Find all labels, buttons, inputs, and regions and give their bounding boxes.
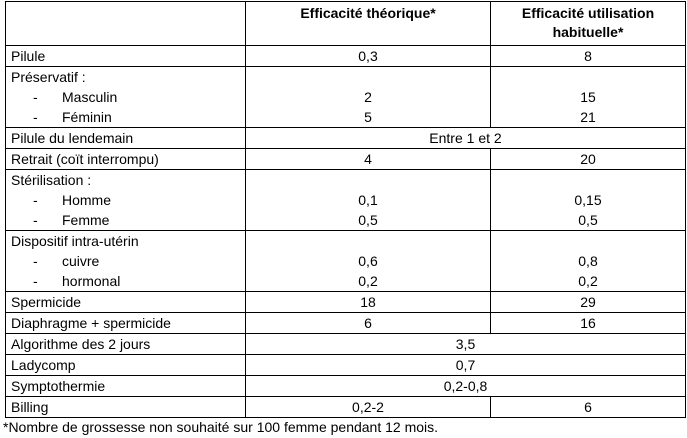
- method-group: [6, 231, 246, 292]
- table-row: [6, 397, 686, 418]
- contraception-efficacy-table: [5, 1, 686, 418]
- header-row: [6, 2, 686, 46]
- method-label: Symptothermie: [6, 376, 246, 397]
- theoretical-value: 0,5: [358, 212, 378, 228]
- footnote: *Nombre de grossesse non souhaité sur 100 femme pendant 12 mois.: [3, 419, 439, 435]
- typical-use-values: [491, 231, 686, 292]
- header-method: [6, 2, 246, 46]
- table-row: [6, 67, 686, 128]
- typical-use-value: 8: [491, 46, 686, 67]
- theoretical-value: 18: [246, 292, 491, 313]
- merged-value: 0,7: [246, 355, 686, 376]
- sub-item-label: Femme: [62, 212, 110, 228]
- typical-use-value: 0,15: [574, 192, 602, 208]
- table-row: [6, 376, 686, 397]
- method-label: Préservatif :: [11, 69, 86, 85]
- table-row: [6, 334, 686, 355]
- typical-use-value: 20: [491, 149, 686, 170]
- sub-item: [11, 87, 240, 107]
- sub-item-label: Masculin: [62, 89, 118, 105]
- sub-item: [11, 107, 240, 127]
- dash-marker: -: [33, 192, 38, 208]
- typical-use-value: 21: [580, 109, 596, 125]
- sub-item-label: hormonal: [62, 273, 121, 289]
- typical-use-value: 15: [580, 89, 596, 105]
- dash-marker: -: [33, 109, 38, 125]
- typical-use-values: [491, 170, 686, 231]
- method-label: Diaphragme + spermicide: [6, 313, 246, 334]
- method-label: Pilule: [6, 46, 246, 67]
- theoretical-value: 0,3: [246, 46, 491, 67]
- method-label: Billing: [6, 397, 246, 418]
- table-row: [6, 128, 686, 149]
- typical-use-value: 29: [491, 292, 686, 313]
- dash-marker: -: [33, 253, 38, 269]
- method-label: Ladycomp: [6, 355, 246, 376]
- theoretical-values: [246, 170, 491, 231]
- method-label: Retrait (coït interrompu): [6, 149, 246, 170]
- method-label: Pilule du lendemain: [6, 128, 246, 149]
- theoretical-value: 4: [246, 149, 491, 170]
- table-row: [6, 231, 686, 292]
- dash-marker: -: [33, 212, 38, 228]
- merged-value: 3,5: [246, 334, 686, 355]
- theoretical-value: 6: [246, 313, 491, 334]
- theoretical-value: 0,6: [358, 253, 378, 269]
- method-group: [6, 170, 246, 231]
- method-group: [6, 67, 246, 128]
- sub-item-label: cuivre: [62, 253, 100, 269]
- typical-use-value: 0,8: [578, 253, 598, 269]
- method-label: Spermicide: [6, 292, 246, 313]
- method-label: Stérilisation :: [11, 172, 92, 188]
- merged-value: 0,2-0,8: [246, 376, 686, 397]
- typical-use-value: 0,2: [578, 273, 598, 289]
- theoretical-value: 0,1: [358, 192, 378, 208]
- theoretical-values: [246, 67, 491, 128]
- table-row: [6, 292, 686, 313]
- header-theoretical-efficacy: Efficacité théorique*: [246, 2, 491, 46]
- theoretical-value: 2: [364, 89, 372, 105]
- table-row: [6, 355, 686, 376]
- merged-value: Entre 1 et 2: [246, 128, 686, 149]
- table-row: [6, 313, 686, 334]
- typical-use-values: [491, 67, 686, 128]
- theoretical-value: 5: [364, 109, 372, 125]
- theoretical-value: 0,2-2: [246, 397, 491, 418]
- table-row: [6, 149, 686, 170]
- method-label: Algorithme des 2 jours: [6, 334, 246, 355]
- table-row: [6, 46, 686, 67]
- typical-use-value: 6: [491, 397, 686, 418]
- theoretical-value: 0,2: [358, 273, 378, 289]
- sub-item: [11, 251, 240, 271]
- theoretical-values: [246, 231, 491, 292]
- sub-item: [11, 271, 240, 291]
- method-label: Dispositif intra-utérin: [11, 233, 139, 249]
- sub-item-label: Homme: [62, 192, 112, 208]
- typical-use-value: 16: [491, 313, 686, 334]
- typical-use-value: 0,5: [578, 212, 598, 228]
- dash-marker: -: [33, 89, 38, 105]
- dash-marker: -: [33, 273, 38, 289]
- header-typical-use-efficacy: Efficacité utilisation habituelle*: [491, 2, 686, 46]
- sub-item-label: Féminin: [62, 109, 112, 125]
- sub-item: [11, 190, 240, 210]
- sub-item: [11, 210, 240, 230]
- table-row: [6, 170, 686, 231]
